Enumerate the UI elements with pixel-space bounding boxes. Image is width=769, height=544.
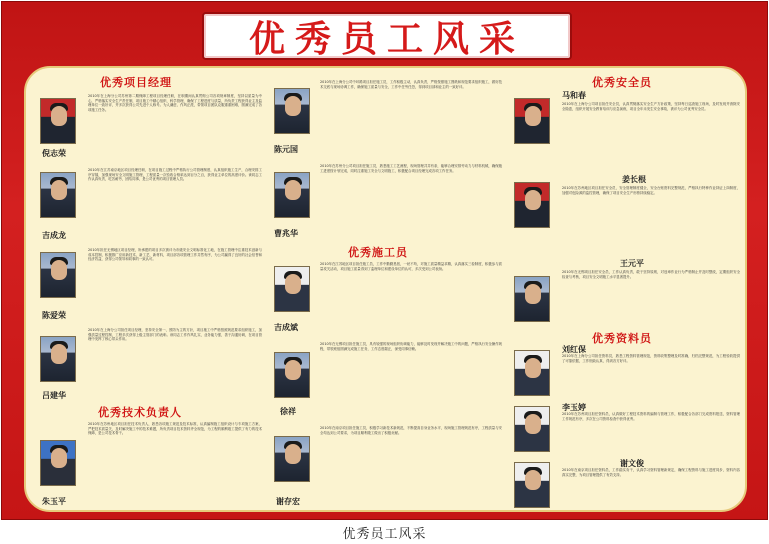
person-card [268,260,504,334]
poster-title-box [202,12,572,60]
person-description: 2010年在江苏南京地区项目经理任职，在项目施工过程中严格执行公司管理制度，认真组织施工生产，合理安排工序穿插，加强现场安全文明施工管理，工程质量一次验收合格率达到百分之百，获得业主单位的高度评价。该同志工作认真负责，吃苦耐劳，团结同事，是公司优秀的项目管理人员。 [88,168,262,182]
person-description: 2010年在江苏地区项目担任施工员，工作中勤勤恳恳，一丝不苟，对施工质量精益求精，认真落实三检制度，积极参与质量攻关活动，项目施工质量得到了监理单位和建设单位的认可，多次受到公司表扬。 [320,262,502,271]
person-photo [40,172,76,218]
person-photo [274,436,310,482]
person-description: 2010年在苏州项目担任资料员，认真做好工程技术资料的编制与管理工作，积极配合各部门完成资料报送，资料管理工作规范有序，多次在公司资料检查中获得优秀。 [562,412,740,421]
person-name: 徐祥 [280,407,296,416]
person-name: 陈爱荣 [42,311,66,320]
person-photo [514,182,550,228]
person-photo [274,266,310,312]
person-card [508,256,742,326]
person-card [32,90,264,160]
column-right [508,68,742,510]
person-card [32,324,264,400]
person-card [508,458,742,510]
person-description: 2010年在上海分公司项目担任安全员，认真贯彻落实安全生产方针政策，坚持每日巡查施工现场，及时发现并消除安全隐患，组织开展安全教育培训与应急演练，项目全年未发生安全事故，被评为公司优秀安全员。 [562,102,740,111]
column-left [32,68,264,510]
person-photo [274,172,310,218]
person-photo [40,440,76,486]
person-description: 2010年在苏州分公司项目担任施工员，熟悉施工工艺流程，现场管理井井有条，能够合理安排劳动力与材料机械，确保施工进度按计划完成，同时注重施工安全与文明施工，积极配合项目经理完成各项工作任务。 [320,164,502,173]
person-name: 马和春 [562,91,586,100]
person-description: 2010年在南京项目担任资料员，工作踏实肯干，认真学习资料管理新规定，确保工程资料与施工进度同步，资料内容真实完整，为项目管理提供了有效支持。 [562,468,740,477]
person-description: 2010年在苏州地区项目担任安全员，安全管理制度健全，安全台账资料完整规范，严格执行特种作业持证上岗制度，加强对危险源的监控管理，确保了项目安全生产形势持续稳定。 [562,186,740,195]
person-description: 2010年在上海分公司中环路项目担任施工员，工作积极主动，认真负责，严格按照施工图纸和规范要求组织施工，做好技术交底与现场协调工作，确保施工质量与安全，工作中任劳任怨，得到项目部和业主的一致好评。 [320,80,502,89]
person-description: 2010年在上海分公司担任项目经理，坚持安全第一、预防为主的方针，项目施工中严格按照规范要求组织施工，加强质量过程控制，工程多次获得上级主管部门的表彰。该同志工作作风扎实，业务能力强，善于沟通协调，在项目管理中发挥了核心带头作用。 [88,328,262,342]
person-name: 吉成龙 [42,231,66,240]
person-description: 2010年担任无锡地区项目经理，所承建的项目多次被评为市级安全文明标准化工地，在施工管理中注重技术创新与成本控制，积极推广应用新技术、新工艺、新材料，项目部各项管理工作井然有序，为公司赢得了良好的社会信誉和经济效益，获得公司领导和同事的一致认可。 [88,248,262,262]
person-name: 陈元国 [274,145,298,154]
poster-title: 优秀员工风采 [248,17,525,60]
person-name: 朱玉平 [42,497,66,506]
person-description: 2010年在上海分公司担任资料员，熟悉工程资料管理规范，资料收集整理及时准确，归档完整规范，为工程验收提供了可靠依据，工作细致认真，得到各方好评。 [562,354,740,363]
person-photo [514,98,550,144]
person-card [32,420,264,510]
person-card [268,76,504,156]
person-name: 谢存宏 [276,497,300,506]
person-name: 曹兆华 [274,229,298,238]
person-name: 吕建华 [42,391,66,400]
person-description: 2010年在苏州地区项目担任技术负责人，熟悉各项施工规范及技术标准，认真编制施工组织设计与专项施工方案，严把技术质量关，及时解决施工中的技术难题，所负责项目技术资料齐全规范，为工程的顺利竣工提供了有力的技术保障，是公司技术骨干。 [88,422,262,436]
person-photo [514,462,550,508]
content-panel [24,66,747,512]
person-card [32,244,264,320]
person-photo [514,350,550,396]
person-name: 李玉婷 [562,403,586,412]
person-photo [40,336,76,382]
person-card [508,402,742,454]
person-card [508,172,742,252]
person-name: 谢文俊 [620,459,644,468]
person-name: 吉成斌 [274,323,298,332]
person-name: 姜长根 [622,175,646,184]
person-card [508,88,742,168]
person-card [508,344,742,398]
person-card [268,160,504,240]
person-card [32,164,264,240]
poster-board [1,1,768,520]
person-photo [514,276,550,322]
section-title-project-managers: 优秀项目经理 [100,76,172,89]
person-name: 倪志荣 [42,149,66,158]
person-name: 刘红保 [562,345,586,354]
section-title-safety-officers: 优秀安全员 [592,76,652,89]
image-caption: 优秀员工风采 [342,527,427,542]
person-card [268,338,504,418]
person-photo [274,352,310,398]
section-title-tech-leads: 优秀技术负责人 [98,406,182,419]
person-name: 王元平 [620,259,644,268]
person-description: 2010年在无锡项目担任安全员，工作认真负责，敢于坚持原则，对违章作业行为严格制止并及时整改，定期组织安全检查与考核，项目安全文明施工水平显著提升。 [562,270,740,279]
person-photo [514,406,550,452]
person-description: 2010年在无锡项目担任施工员，具有较强的现场组织协调能力，能够及时发现并解决施工中的问题，严格执行安全操作规程，带领班组圆满完成施工任务，工作态度端正，深受同事信赖。 [320,342,502,351]
person-photo [40,98,76,144]
person-card [268,422,504,510]
person-description: 2010年在南京项目担任施工员，积极学习新技术新规范，不断提高自身业务水平，现场施工管理规范有序，工程质量与安全均达到公司要求，为项目顺利竣工做出了积极贡献。 [320,426,502,435]
column-middle [268,68,504,510]
section-title-construction-workers: 优秀施工员 [348,246,408,259]
person-photo [274,88,310,134]
person-description: 2010年在上海分公司苏州第二期保障工程项目经理任职，在职期间认真贯彻公司各项规章制度，坚持以质量为中心，严格落实安全生产责任制，项目施工中精心组织、科学管理，确保了工程进度与质量，所负责工程获得业主及监理单位一致好评，并多次获得公司先进个人称号。为人谦虚、作风正派，带领项目团队克服重重困难，圆满完成了各项施工任务。 [88,94,262,112]
person-photo [40,252,76,298]
section-title-data-clerks: 优秀资料员 [592,332,652,345]
